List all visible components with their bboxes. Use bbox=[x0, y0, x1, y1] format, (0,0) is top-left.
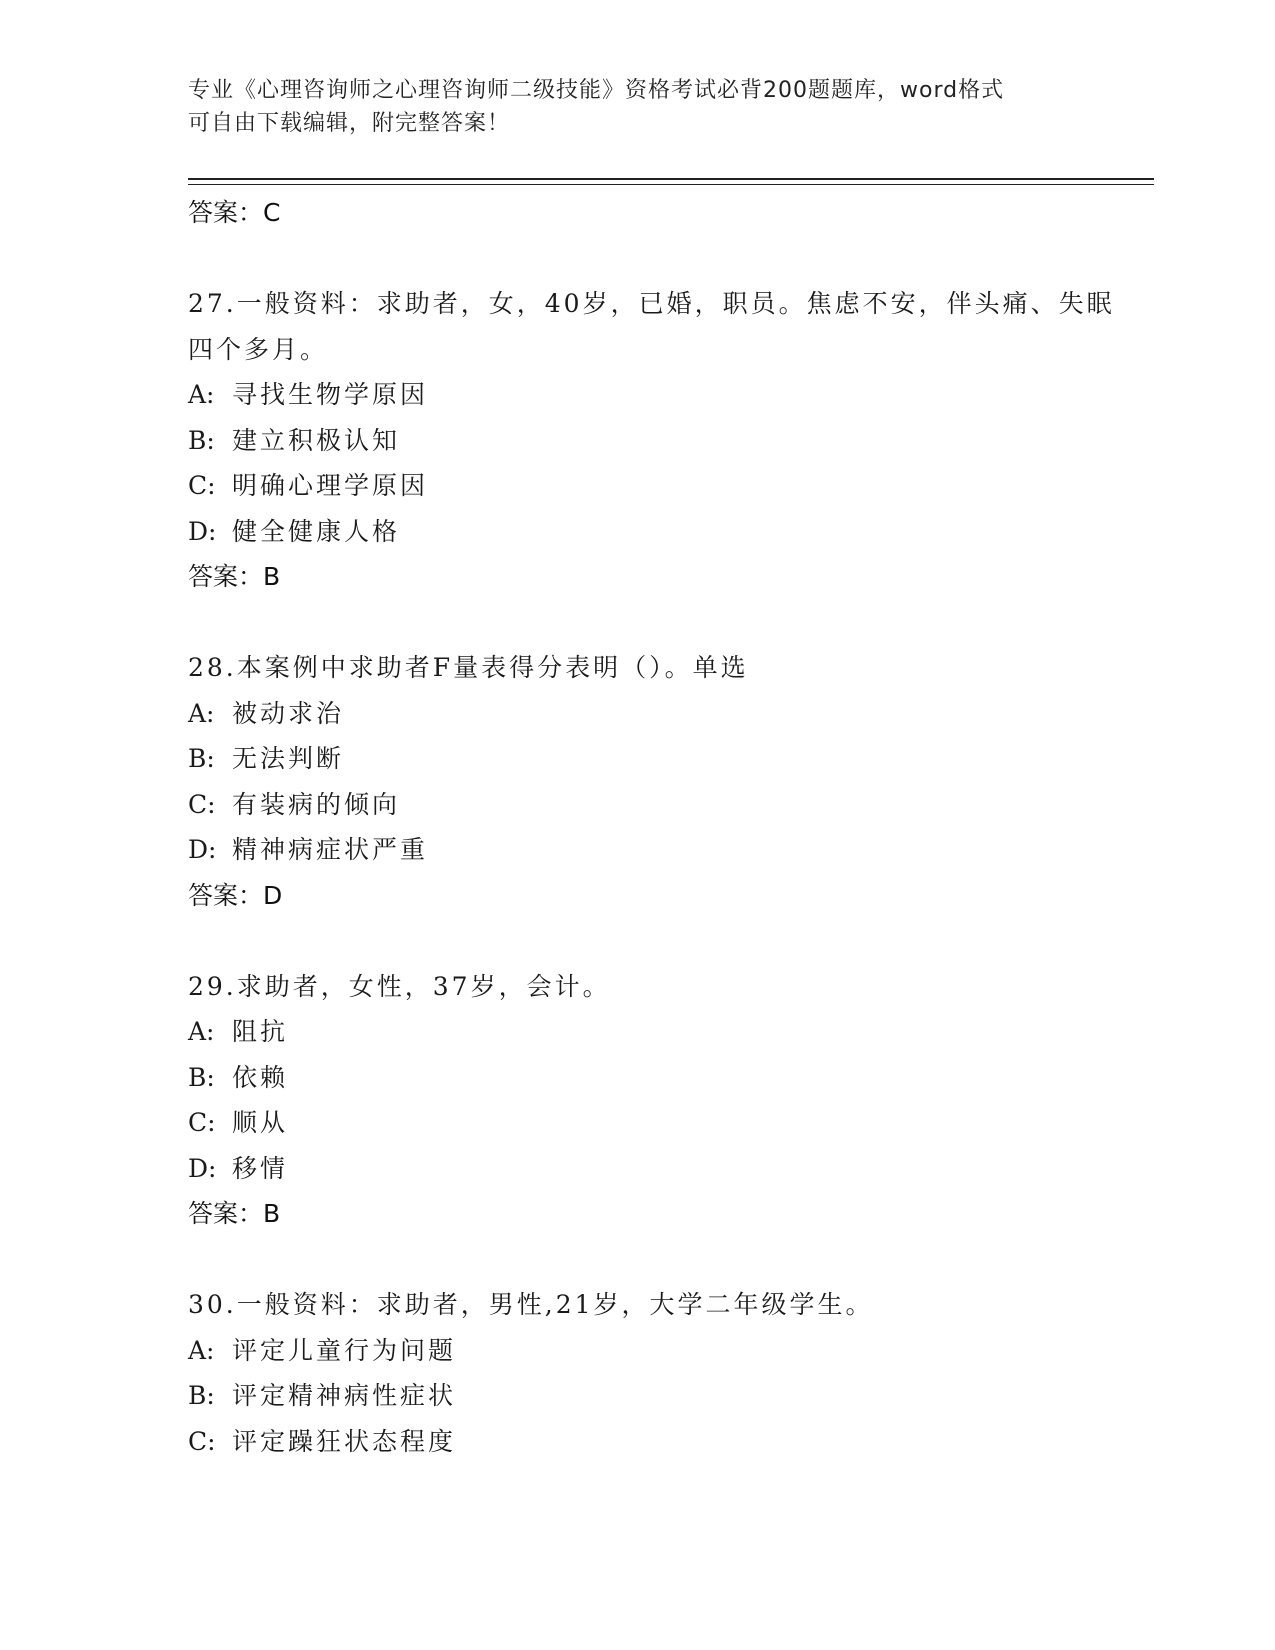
option-d bbox=[188, 1146, 1128, 1192]
option-a bbox=[188, 691, 1128, 737]
question-item bbox=[188, 1282, 1128, 1464]
option-key: A: bbox=[188, 1017, 215, 1046]
option-text: 寻找生物学原因 bbox=[232, 380, 429, 409]
spacer bbox=[188, 919, 1128, 964]
question-item bbox=[188, 964, 1128, 1238]
spacer bbox=[188, 600, 1128, 645]
option-key: B: bbox=[188, 425, 215, 455]
spacer bbox=[188, 1237, 1128, 1282]
option-b bbox=[188, 1373, 1128, 1419]
option-text: 移情 bbox=[232, 1153, 289, 1183]
question-text: 30.一般资料：求助者，男性,21岁，大学二年级学生。 bbox=[188, 1290, 874, 1319]
option-key: A: bbox=[188, 380, 215, 409]
option-text: 明确心理学原因 bbox=[232, 471, 429, 500]
spacer bbox=[188, 236, 1128, 281]
option-c bbox=[188, 782, 1128, 828]
document-header bbox=[188, 74, 1088, 140]
option-key: D: bbox=[188, 516, 217, 546]
header-title-line-2: 可自由下载编辑，附完整答案！ bbox=[188, 111, 511, 136]
question-list bbox=[188, 190, 1128, 1464]
header-title-line-1: 专业《心理咨询师之心理咨询师二级技能》资格考试必背200题题库，word格式 bbox=[188, 78, 1005, 103]
answer-line: 答案：D bbox=[188, 880, 283, 910]
question-item bbox=[188, 281, 1128, 600]
option-key: C: bbox=[188, 1108, 216, 1137]
option-text: 阻抗 bbox=[232, 1017, 289, 1046]
option-a bbox=[188, 1009, 1128, 1055]
question-text: 28.本案例中求助者F量表得分表明（）。单选 bbox=[188, 653, 749, 682]
option-text: 评定精神病性症状 bbox=[232, 1381, 457, 1410]
option-text: 建立积极认知 bbox=[232, 425, 401, 455]
question-item bbox=[188, 645, 1128, 919]
option-text: 顺从 bbox=[232, 1108, 289, 1137]
option-c bbox=[188, 463, 1128, 509]
option-d bbox=[188, 827, 1128, 873]
option-a bbox=[188, 1328, 1128, 1374]
option-key: D: bbox=[188, 1153, 217, 1183]
option-text: 有装病的倾向 bbox=[232, 789, 401, 819]
option-text: 依赖 bbox=[232, 1062, 289, 1092]
option-text: 健全健康人格 bbox=[232, 516, 401, 546]
option-key: A: bbox=[188, 698, 215, 728]
option-key: C: bbox=[188, 789, 216, 819]
option-text: 无法判断 bbox=[232, 744, 345, 773]
header-divider-thin bbox=[188, 184, 1154, 185]
answer-line: 答案：B bbox=[188, 1199, 281, 1228]
option-key: C: bbox=[188, 471, 216, 500]
option-c bbox=[188, 1419, 1128, 1465]
question-text: 27.一般资料：求助者，女，40岁，已婚，职员。焦虑不安，伴头痛、失眠四个多月。 bbox=[188, 289, 1115, 364]
option-b bbox=[188, 418, 1128, 464]
option-d bbox=[188, 509, 1128, 555]
option-text: 被动求治 bbox=[232, 698, 345, 728]
answer-line: 答案：C bbox=[188, 198, 281, 227]
answer-line: 答案：B bbox=[188, 562, 281, 591]
option-a bbox=[188, 372, 1128, 418]
header-divider-thick bbox=[188, 178, 1154, 180]
option-key: C: bbox=[188, 1426, 216, 1456]
question-text: 29.求助者，女性，37岁，会计。 bbox=[188, 971, 611, 1001]
option-text: 精神病症状严重 bbox=[232, 835, 429, 864]
option-key: D: bbox=[188, 835, 217, 864]
option-key: B: bbox=[188, 744, 215, 773]
option-text: 评定儿童行为问题 bbox=[232, 1335, 457, 1365]
option-key: B: bbox=[188, 1062, 215, 1092]
option-c bbox=[188, 1100, 1128, 1146]
option-key: A: bbox=[188, 1335, 215, 1365]
option-key: B: bbox=[188, 1381, 215, 1410]
option-b bbox=[188, 736, 1128, 782]
option-text: 评定躁狂状态程度 bbox=[232, 1426, 457, 1456]
option-b bbox=[188, 1055, 1128, 1101]
